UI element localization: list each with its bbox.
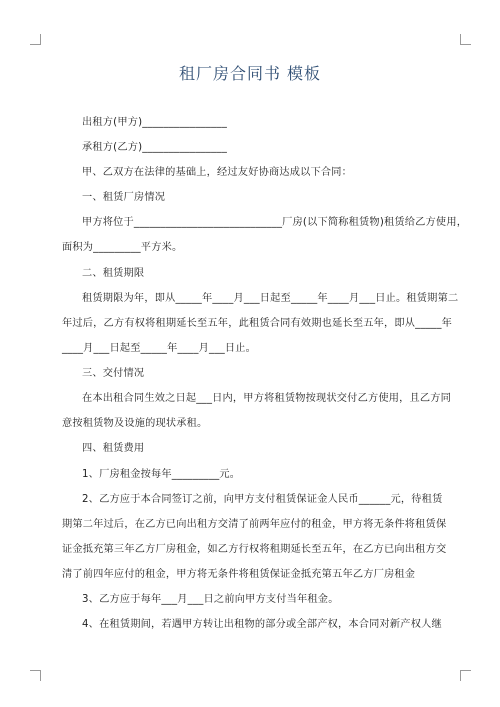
paragraph-line: 证金抵充第三年乙方厂房租金，如乙方行权将租期延长至五年，在乙方已向出租方交 <box>62 544 447 555</box>
paragraph-line: 甲方将位于____________________________厂房(以下简称租赁物)租赁给乙方使用， <box>82 217 468 228</box>
paragraph-line: 2、乙方应于本合同签订之前，向甲方支付租赁保证金人民币______元，待租赁 <box>82 494 443 505</box>
crop-mark-bottom-right <box>460 670 471 681</box>
paragraph-line: 3、乙方应于每年___月___日之前向甲方支付当年租金。 <box>82 594 339 605</box>
paragraph-line: 面积为_________平方米。 <box>62 242 183 253</box>
crop-mark-bottom-left <box>30 670 41 681</box>
paragraph-line: 租赁期限为年，即从_____年____月___日起至_____年____月___日止。租赁期第二 <box>82 293 459 304</box>
section-heading-2: 二、租赁期限 <box>82 268 145 279</box>
section-heading-3: 三、交付情况 <box>82 368 145 379</box>
lessor-line: 出租方(甲方)________________ <box>82 117 227 128</box>
document-title: 租厂房合同书 模板 <box>178 64 322 83</box>
paragraph-line: 清了前四年应付的租金，甲方将无条件将租赁保证金抵充第五年乙方厂房租金 <box>62 569 416 580</box>
paragraph-line: 意按租赁物及设施的现状承租。 <box>62 418 208 429</box>
paragraph-line: 在本出租合同生效之日起___日内，甲方将租赁物按现状交付乙方使用，且乙方同 <box>82 393 452 404</box>
lessee-line: 承租方(乙方)________________ <box>82 142 227 153</box>
paragraph-line: 期第二年过后，在乙方已向出租方交清了前两年应付的租金，甲方将无条件将租赁保 <box>62 519 447 530</box>
paragraph-line: 年过后，乙方有权将租期延长至五年，此租赁合同有效期也延长至五年，即从_____年 <box>62 318 453 329</box>
paragraph-line: 4、在租赁期间，若遇甲方转让出租物的部分或全部产权，本合同对新产权人继 <box>82 619 442 630</box>
crop-mark-top-right <box>460 34 471 45</box>
section-heading-4: 四、租赁费用 <box>82 443 145 454</box>
crop-mark-top-left <box>30 34 41 45</box>
section-heading-1: 一、租赁厂房情况 <box>82 192 166 203</box>
paragraph-line: 1、厂房租金按每年_________元。 <box>82 469 241 480</box>
preamble-line: 甲、乙双方在法律的基础上，经过友好协商达成以下合同： <box>82 167 353 178</box>
paragraph-line: ____月___日起至_____年____月___日止。 <box>62 343 257 354</box>
